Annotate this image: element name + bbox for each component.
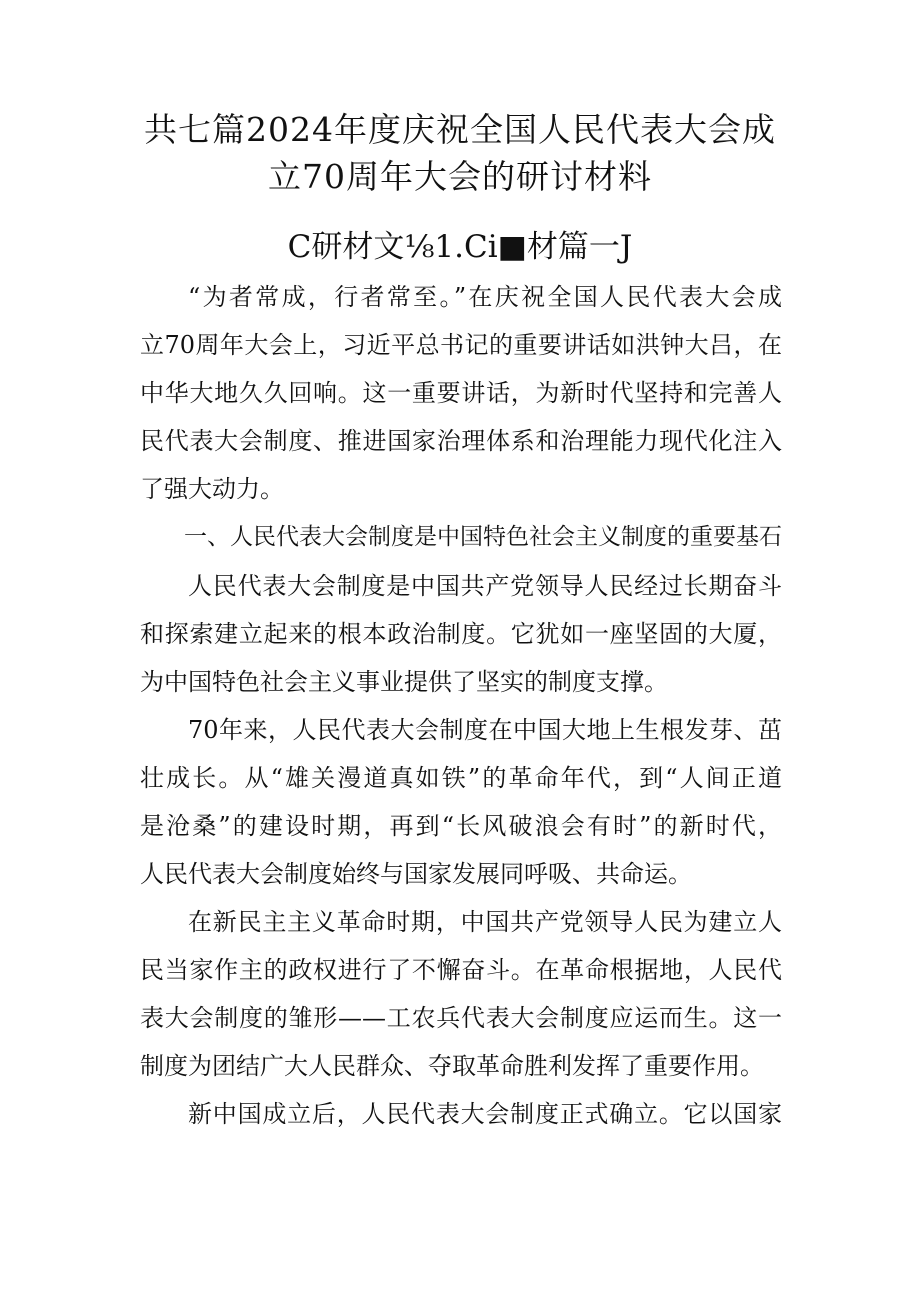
paragraph-1-line-1: “为者常成，行者常至。”在庆祝全国人民代表大会成 (188, 283, 782, 311)
paragraph-5-line-2: 民当家作主的政权进行了不懈奋斗。在革命根据地，人民代 (140, 956, 782, 984)
paragraph-4-line-2: 壮成长。从“雄关漫道真如铁”的革命年代，到“人间正道 (140, 764, 782, 792)
paragraph-5-line-4: 制度为团结广大人民群众、夺取革命胜利发挥了重要作用。 (140, 1052, 764, 1080)
document-title-line-2: 立70周年大会的研讨材料 (268, 157, 652, 196)
paragraph-6-line-1: 新中国成立后，人民代表大会制度正式确立。它以国家 (188, 1100, 782, 1128)
paragraph-3-line-3: 为中国特色社会主义事业提供了坚实的制度支撑。 (140, 668, 668, 696)
document-title-line-1: 共七篇2024年度庆祝全国人民代表大会成 (144, 110, 776, 149)
paragraph-5-line-1: 在新民主主义革命时期，中国共产党领导人民为建立人 (188, 908, 782, 936)
paragraph-4-line-1: 70年来，人民代表大会制度在中国大地上生根发芽、茁 (188, 716, 782, 744)
paragraph-5-line-3: 表大会制度的雏形——工农兵代表大会制度应运而生。这一 (140, 1004, 782, 1032)
section-heading-1: 一、人民代表大会制度是中国特色社会主义制度的重要基石 (184, 524, 782, 550)
paragraph-1-line-4: 民代表大会制度、推进国家治理体系和治理能力现代化注入 (140, 427, 782, 455)
document-subtitle: C研材文⅛1.Ci■材篇一J (287, 229, 633, 265)
paragraph-1-line-3: 中华大地久久回响。这一重要讲话，为新时代坚持和完善人 (140, 379, 782, 407)
paragraph-3-line-1: 人民代表大会制度是中国共产党领导人民经过长期奋斗 (188, 572, 782, 600)
paragraph-1-line-5: 了强大动力。 (140, 475, 284, 503)
paragraph-4-line-3: 是沧桑”的建设时期，再到“长风破浪会有时”的新时代， (140, 812, 782, 840)
paragraph-4-line-4: 人民代表大会制度始终与国家发展同呼吸、共命运。 (140, 860, 692, 888)
paragraph-1-line-2: 立70周年大会上，习近平总书记的重要讲话如洪钟大吕，在 (140, 331, 782, 359)
paragraph-3-line-2: 和探索建立起来的根本政治制度。它犹如一座坚固的大厦， (140, 620, 782, 648)
